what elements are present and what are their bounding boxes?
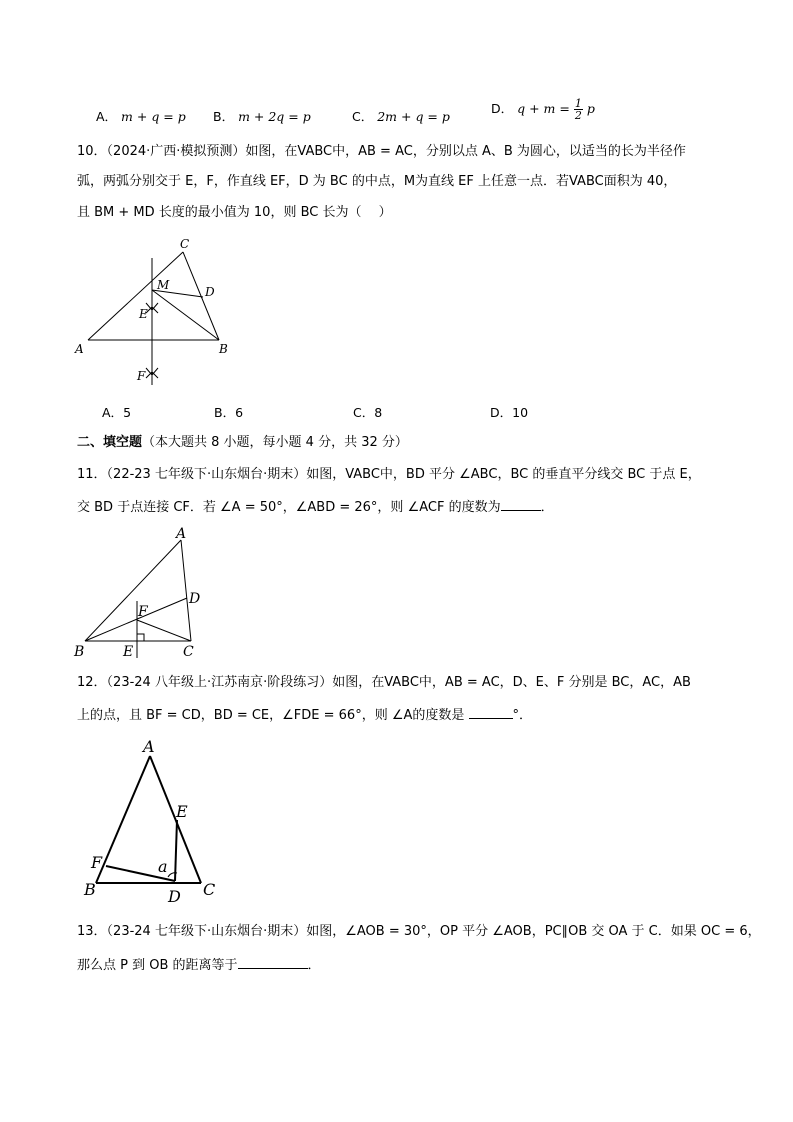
q12-line-1: 12．（23-24 八年级上·江苏南京·阶段练习）如图，在VABC中，AB = AC，D、E、F 分别是 BC，AC，AB (77, 675, 691, 690)
q13-line-2 (77, 954, 727, 976)
option-label: D． (490, 405, 513, 420)
option-text: 10 (512, 405, 529, 420)
q13-text-end: ． (307, 958, 321, 973)
option-label: C． (352, 109, 374, 124)
option-text: q + m = (517, 101, 570, 116)
option-text: 6 (235, 405, 244, 420)
label-d: D (205, 285, 215, 299)
label-b: B (84, 880, 96, 899)
option-text: 8 (374, 405, 383, 420)
option-text: m + 2q = p (238, 109, 311, 124)
q12-text-end: °． (512, 708, 533, 723)
label-a: A (143, 737, 155, 756)
option-label: A． (102, 405, 124, 420)
option-label: D． (491, 101, 514, 116)
option-text: m + q = p (121, 109, 186, 124)
section-note: （本大题共 8 小题，每小题 4 分，共 32 分） (142, 435, 408, 450)
label-e: E (176, 802, 188, 821)
label-c: C (183, 644, 194, 660)
fraction-denominator: 2 (574, 109, 582, 122)
option-label: A． (96, 109, 118, 124)
section-title: 二、填空题 (77, 435, 143, 450)
label-b: B (74, 644, 85, 660)
option-text: 2m + q = p (377, 109, 450, 124)
option-label: B． (213, 109, 235, 124)
segment-ab (96, 756, 150, 883)
label-e: E (123, 644, 134, 660)
label-e: E (139, 307, 148, 321)
option-label: B． (214, 405, 236, 420)
label-angle-a: a (158, 857, 168, 876)
segment-de (175, 820, 177, 881)
label-d: D (189, 591, 201, 607)
fraction-numerator: 1 (574, 97, 582, 110)
q12-text: 上的点，且 BF = CD，BD = CE，∠FDE = 66°，则 ∠A的度数是 (77, 708, 469, 723)
label-f: F (91, 853, 103, 872)
label-c: C (180, 237, 190, 251)
q11-line-1: 11．（22-23 七年级下·山东烟台·期末）如图，VABC中，BD 平分 ∠ABC，BC 的垂直平分线交 BC 于点 E， (77, 467, 701, 482)
label-m: M (157, 278, 170, 292)
option-label: C． (353, 405, 375, 420)
q10-line-1: 10．（2024·广西·模拟预测）如图，在VABC中，AB = AC，分别以点 A、B 为圆心，以适当的长为半径作 (77, 144, 686, 159)
label-c: C (203, 880, 216, 899)
label-f: F (137, 369, 146, 383)
label-a: A (176, 526, 187, 542)
q11-text-end: ． (540, 500, 554, 515)
q10-line-3: 且 BM + MD 长度的最小值为 10，则 BC 长为（ ） (77, 205, 392, 220)
label-f: F (138, 604, 148, 620)
label-d: D (168, 887, 181, 906)
option-text: p (586, 101, 595, 116)
q10-line-2: 弧，两弧分别交于 E，F，作直线 EF，D 为 BC 的中点，M为直线 EF 上任意一点．若VABC面积为 40， (77, 174, 677, 189)
label-b: B (219, 342, 228, 356)
label-a: A (75, 342, 84, 356)
answer-blank[interactable] (238, 954, 308, 969)
q11-text: 交 BD 于点连接 CF．若 ∠A = 50°，∠ABD = 26°，则 ∠ACF 的度数为 (77, 500, 501, 515)
q13-text: 那么点 P 到 OB 的距离等于 (77, 958, 238, 973)
q13-line-1: 13．（23-24 七年级下·山东烟台·期末）如图，∠AOB = 30°，OP 平分 ∠AOB，PC∥OB 交 OA 于 C．如果 OC = 6， (77, 924, 761, 939)
option-text: 5 (123, 405, 132, 420)
